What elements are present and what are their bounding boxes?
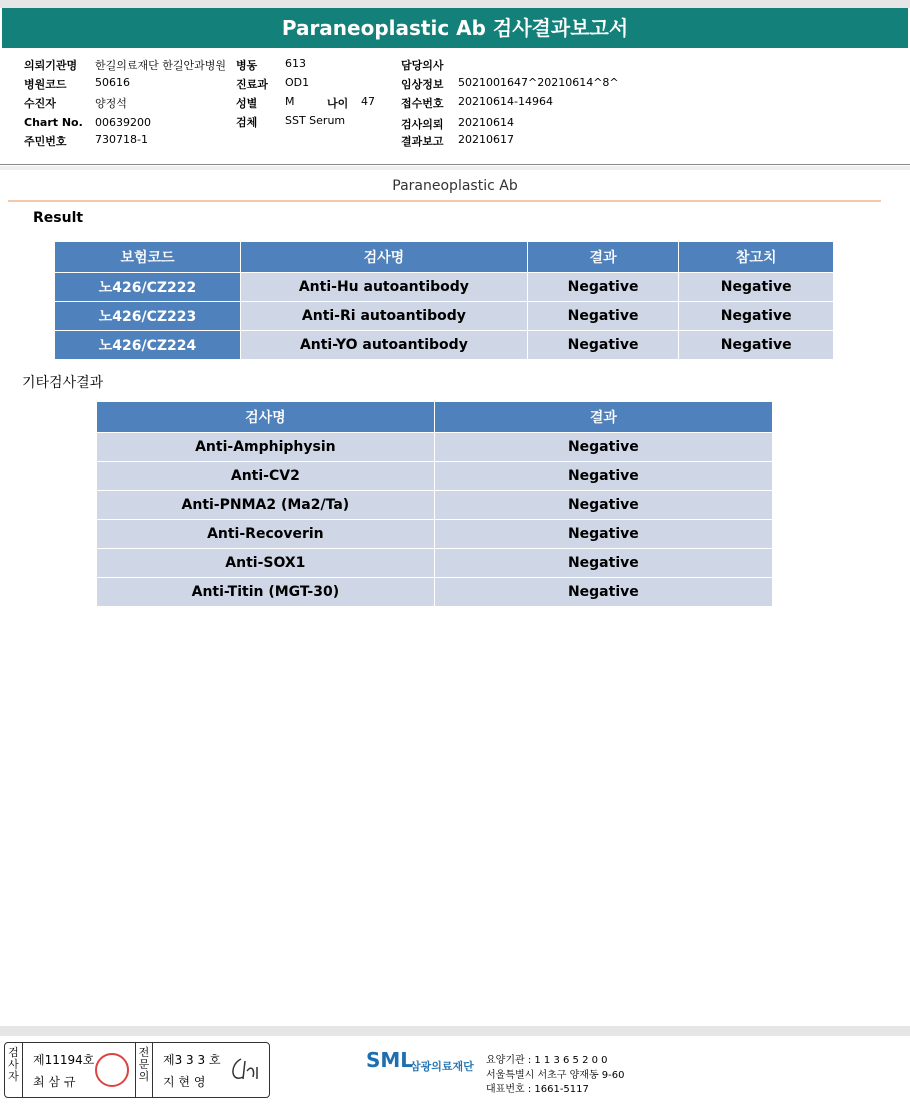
table-row [55, 302, 834, 331]
divider [0, 164, 910, 165]
info-key: 진료과 [236, 78, 268, 91]
table-cell: Anti-Recoverin [97, 520, 435, 549]
info-key: 임상정보 [401, 78, 444, 91]
info-key: 접수번호 [401, 97, 444, 110]
table-cell: Negative [527, 302, 679, 331]
column-header: 검사명 [97, 402, 435, 433]
table-cell: Negative [434, 578, 772, 607]
table-row [97, 578, 773, 607]
result-table [54, 241, 834, 360]
footer-strip [0, 1026, 910, 1036]
org-name: 삼광의료재단 [410, 1060, 474, 1073]
table-cell: Anti-Amphiphysin [97, 433, 435, 462]
table-cell: 노426/CZ224 [55, 331, 241, 360]
column-header: 결과 [527, 242, 679, 273]
info-key: 수진자 [24, 97, 56, 110]
info-value: 5021001647^20210614^8^ [458, 76, 619, 89]
tester-label: 검사자 [5, 1043, 23, 1097]
info-value: M [285, 95, 295, 108]
info-key: Chart No. [24, 116, 83, 129]
table-cell: Negative [679, 273, 834, 302]
table-cell: Anti-CV2 [97, 462, 435, 491]
top-strip [0, 0, 910, 8]
table-cell: Anti-Titin (MGT-30) [97, 578, 435, 607]
info-value: 00639200 [95, 116, 151, 129]
info-key: 담당의사 [401, 59, 444, 72]
table-row [97, 491, 773, 520]
org-phone: 대표번호 : 1661-5117 [486, 1084, 589, 1095]
table-header-row [55, 242, 834, 273]
info-key: 검체 [236, 116, 258, 129]
info-value: 20210614-14964 [458, 95, 553, 108]
info-key: 병동 [236, 59, 258, 72]
age-key: 나이 [327, 97, 349, 110]
table-cell: Negative [527, 331, 679, 360]
table-cell: Negative [434, 462, 772, 491]
info-key: 의뢰기관명 [24, 59, 78, 72]
age-value: 47 [361, 95, 375, 108]
table-cell: 노426/CZ222 [55, 273, 241, 302]
table-cell: Anti-YO autoantibody [241, 331, 528, 360]
other-results-heading: 기타검사결과 [22, 375, 104, 391]
table-cell: Anti-SOX1 [97, 549, 435, 578]
info-value: 20210617 [458, 133, 514, 146]
info-key: 성별 [236, 97, 258, 110]
info-key: 검사의뢰 [401, 118, 444, 131]
table-cell: Negative [527, 273, 679, 302]
info-key: 병원코드 [24, 78, 67, 91]
table-cell: 노426/CZ223 [55, 302, 241, 331]
divider-band [0, 166, 910, 170]
info-value: 한길의료재단 한길안과병원 [95, 59, 227, 72]
table-row [97, 462, 773, 491]
table-cell: Negative [679, 302, 834, 331]
table-cell: Negative [679, 331, 834, 360]
table-header-row [97, 402, 773, 433]
info-value: 730718-1 [95, 133, 148, 146]
org-address: 서울특별시 서초구 양재동 9-60 [486, 1070, 625, 1081]
table-cell: Anti-Ri autoantibody [241, 302, 528, 331]
info-key: 결과보고 [401, 135, 444, 148]
specialist-number: 제3 3 3 호 [163, 1053, 221, 1067]
table-cell: Anti-Hu autoantibody [241, 273, 528, 302]
table-row [97, 549, 773, 578]
seal-stamp-icon [95, 1053, 129, 1087]
table-row [97, 520, 773, 549]
column-header: 참고치 [679, 242, 834, 273]
table-row [55, 273, 834, 302]
info-value: 양정석 [95, 97, 127, 110]
column-header: 보험코드 [55, 242, 241, 273]
tester-name: 최 삼 규 [33, 1075, 76, 1089]
column-header: 검사명 [241, 242, 528, 273]
table-cell: Negative [434, 520, 772, 549]
other-results-table [96, 401, 773, 607]
info-key: 주민번호 [24, 135, 67, 148]
table-cell: Negative [434, 549, 772, 578]
report-title: Paraneoplastic Ab 검사결과보고서 [2, 8, 908, 48]
signature-box [4, 1042, 270, 1098]
table-row [97, 433, 773, 462]
subtitle-underline [8, 200, 881, 202]
info-value: OD1 [285, 76, 310, 89]
sml-logo: SML [366, 1048, 414, 1072]
specialist-name: 지 현 영 [163, 1075, 206, 1089]
info-value: 50616 [95, 76, 130, 89]
column-header: 결과 [434, 402, 772, 433]
result-heading: Result [33, 210, 84, 226]
table-cell: Negative [434, 433, 772, 462]
org-code: 요양기관 : 1 1 3 6 5 2 0 0 [486, 1055, 608, 1066]
specialist-label: 전문의 [135, 1043, 153, 1097]
info-value: SST Serum [285, 114, 346, 127]
table-row [55, 331, 834, 360]
signature-icon [227, 1055, 263, 1085]
tester-number: 제11194호 [33, 1053, 95, 1067]
section-subtitle: Paraneoplastic Ab [392, 178, 518, 194]
info-value: 20210614 [458, 116, 514, 129]
table-cell: Anti-PNMA2 (Ma2/Ta) [97, 491, 435, 520]
table-cell: Negative [434, 491, 772, 520]
info-value: 613 [285, 57, 306, 70]
